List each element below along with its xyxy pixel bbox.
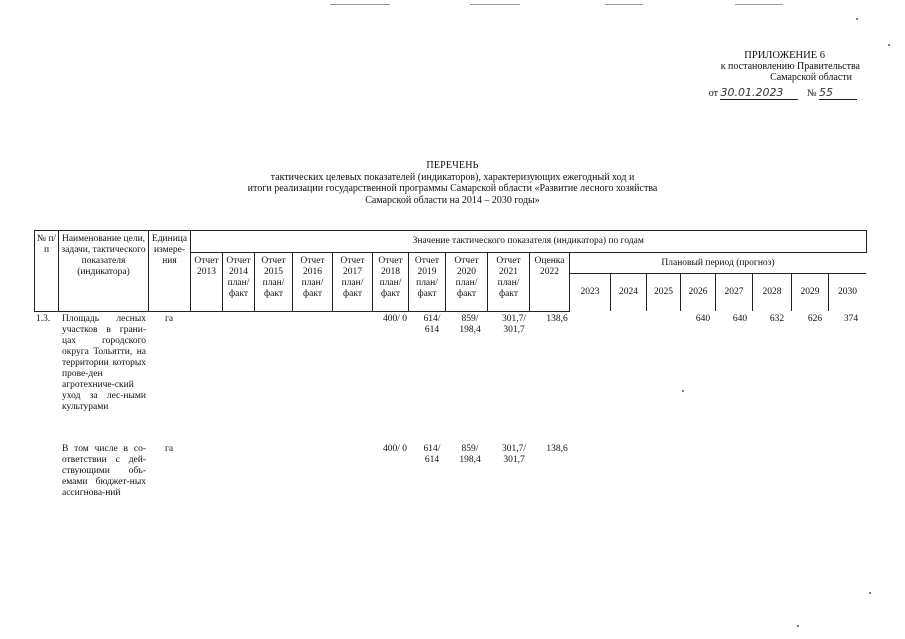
plan-years (570, 274, 866, 311)
number-label: № (806, 88, 817, 99)
col-year-2027: 2027 (716, 274, 753, 311)
row-value-2020: 859/ 198,4 (459, 314, 481, 335)
handwritten-date: 30.01.2023 (720, 86, 798, 100)
row-value-2019: 614/ 614 (423, 444, 441, 465)
col-values: Значение тактического показателя (индикатора) по годам (191, 231, 867, 253)
col-2019: Отчет 2019 план/ факт (409, 253, 446, 312)
scan-speck (797, 625, 799, 627)
title-line2: тактических целевых показателей (индикаторов), характеризующих ежегодный ход и (270, 171, 635, 183)
col-year-2029: 2029 (792, 274, 829, 311)
row-value-2022: 138,6 (546, 314, 568, 324)
row-name: Площадь лесных участков в грани-цах городского округа Тольятти, на территории которых прове-ден агротехниче-ский уход за лес-ными культурами (62, 314, 146, 412)
row-value-2018: 400/ 0 (382, 444, 407, 454)
scan-speck (869, 592, 871, 594)
row-value-2022: 138,6 (546, 444, 568, 454)
appendix-header (660, 50, 860, 83)
row-value-y2028: 632 (769, 314, 785, 324)
title-line4: Самарской области на 2014 – 2030 годы» (365, 194, 540, 206)
col-2016: Отчет 2016 план/ факт (293, 253, 333, 312)
col-2018: Отчет 2018 план/ факт (373, 253, 409, 312)
plan-period-block (570, 253, 867, 312)
col-year-2024: 2024 (611, 274, 647, 311)
col-year-2028: 2028 (753, 274, 792, 311)
row-name: В том числе в со-ответствии с дей-ствующими объ-емами бюджет-ных ассигнова-ний (62, 444, 146, 498)
document-title (0, 160, 905, 206)
scan-speck (856, 18, 858, 20)
row-num: 1.3. (36, 314, 51, 324)
col-2021: Отчет 2021 план/ факт (488, 253, 530, 312)
row-value-2021: 301,7/ 301,7 (501, 444, 526, 465)
col-2013: Отчет 2013 (191, 253, 223, 312)
row-unit: га (165, 314, 174, 324)
appendix-title: ПРИЛОЖЕНИЕ 6 (744, 50, 825, 61)
row-value-2018: 400/ 0 (382, 314, 407, 324)
scan-line (735, 4, 783, 5)
title-heading: ПЕРЕЧЕНЬ (426, 160, 479, 171)
col-2014: Отчет 2014 план/ факт (223, 253, 255, 312)
col-name: Наименование цели, задачи, тактического показателя (индикатора) (59, 231, 149, 312)
appendix-line2: к постановлению Правительства (720, 61, 860, 72)
decree-signature-line (709, 86, 857, 100)
row-value-y2027: 640 (732, 314, 748, 324)
row-value-y2030: 374 (843, 314, 859, 324)
col-2015: Отчет 2015 план/ факт (255, 253, 293, 312)
col-2022: Оценка 2022 (530, 253, 570, 312)
appendix-line3: Самарской области (770, 72, 852, 83)
col-unit: Единица измере-ния (149, 231, 191, 312)
col-num: № п/п (35, 231, 59, 312)
col-year-2030: 2030 (838, 287, 857, 297)
row-value-2021: 301,7/ 301,7 (501, 314, 526, 335)
col-2020: Отчет 2020 план/ факт (446, 253, 488, 312)
row-value-2020: 859/ 198,4 (459, 444, 481, 465)
ot-label: от (708, 88, 718, 99)
scan-line (470, 4, 520, 5)
row-value-y2029: 626 (807, 314, 823, 324)
col-plan-period: Плановый период (прогноз) (570, 253, 866, 274)
scan-line (330, 4, 390, 5)
scan-speck (682, 390, 684, 392)
row-unit: га (165, 444, 174, 454)
col-year-2026: 2026 (681, 274, 716, 311)
row-value-y2026: 640 (695, 314, 711, 324)
row-value-2019: 614/ 614 (423, 314, 441, 335)
handwritten-number: 55 (819, 86, 857, 100)
col-year-2023: 2023 (570, 274, 611, 311)
scan-speck (888, 44, 890, 46)
col-year-2025: 2025 (647, 274, 681, 311)
scan-line (605, 4, 643, 5)
indicator-table-header (34, 230, 867, 312)
col-2017: Отчет 2017 план/ факт (333, 253, 373, 312)
title-line3: итоги реализации государственной программы Самарской области «Развитие лесного хозяйства (247, 183, 658, 194)
